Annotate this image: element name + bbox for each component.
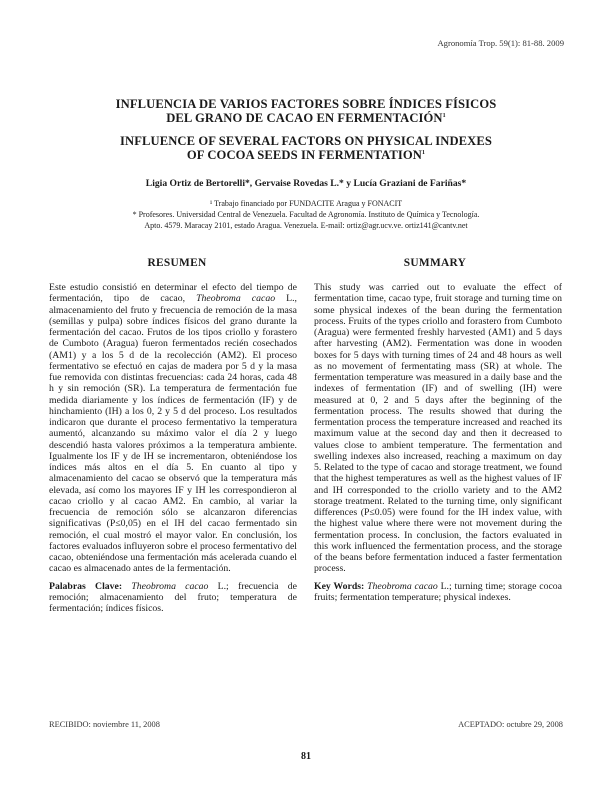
footnote-marker: 1: [421, 149, 426, 156]
author-notes: [80, 198, 532, 232]
author-list: Ligia Ortiz de Bertorelli*, Gervaise Rovedas L.* y Lucía Graziani de Fariñas*: [145, 178, 467, 189]
received-date: RECIBIDO: noviembre 11, 2008: [49, 720, 160, 729]
title-english: [0, 134, 612, 162]
journal-citation: Agronomía Trop. 59(1): 81-88. 2009: [437, 38, 564, 48]
page-number: 81: [301, 751, 311, 762]
summary-keywords: Key Words: Theobroma cacao L.; turning time; storage cocoa fruits; fermentation temperature; physical indexes.: [314, 580, 562, 603]
resumen-keywords: Palabras Clave: Theobroma cacao L.; frecuencia de remoción; almacenamiento del fruto; temperatura de fermentación; índices físicos.: [49, 580, 297, 614]
title-spanish-line2: DEL GRANO DE CACAO EN FERMENTACIÓN$^1$: [166, 111, 446, 125]
summary-heading: SUMMARY: [403, 257, 467, 269]
title-spanish: [0, 97, 612, 125]
resumen-abstract: Este estudio consistió en determinar el efecto del tiempo de fermentación, tipo de cacao, Theobroma cacao L., almacenamiento del fruto y frecuencia de remoción de la masa (semillas y pulpa) sobre índices físicos del grano durante la fermentación del cacao. Frutos de los tipos criollo y forastero de Cumboto (Aragua) fueron fermentados recién cosechados (AM1) y a los 5 d de la recolección (AM2). El proceso fermentativo se efectuó en cajas de madera por 5 d y la masa fue removida con distintas frecuencias: cada 24 horas, cada 48 h y sin remoción (SR). La temperatura de fermentación fue medida diariamente y los índices de fermentación (IF) y de hinchamiento (IH) a los 0, 2 y 5 d del proceso. Los resultados indicaron que durante el proceso fermentativo la temperatura aumentó, alcanzando su máximo valor el día 2 y luego descendió hasta valores próximos a la temperatura ambiente. Igualmente los IF y de IH se incrementaron, obteniéndose los índices más altos en el día 5. En cuanto al tipo y almacenamiento del cacao se observó que la temperatura más elevada, así como los mayores IF y IH les correspondieron al cacao criollo y al cacao AM2. En cambio, al variar la frecuencia de remoción sólo se alcanzaron diferencias significativas (P≤0,05) en el IH del cacao fermentado sin remoción, el cual mostró el mayor valor. En conclusión, los factores evaluados influyeron sobre el proceso fermentativo del cacao, obteniéndose una fermentación más acelerada cuando el cacao es almacenado antes de la fermentación.: [49, 282, 297, 575]
footnote-marker: 1: [442, 112, 446, 119]
funding-note: ¹ Trabajo financiado por FUNDACITE Aragua y FONACIT: [209, 199, 403, 208]
title-english-line1: INFLUENCE OF SEVERAL FACTORS ON PHYSICAL INDEXES: [120, 134, 492, 148]
address-note: Apto. 4579. Maracay 2101, estado Aragua. Venezuela. E-mail: ortiz@agr.ucv.ve. ortiz141@cantv.net: [144, 221, 468, 231]
title-english-line2: OF COCOA SEEDS IN FERMENTATION$^1$: [186, 148, 426, 162]
summary-column: [314, 282, 562, 603]
summary-abstract: This study was carried out to evaluate the effect of fermentation time, cacao type, fruit storage and turning time on some physical indexes of the bean during the fermentation process. Fruits of the types criollo and forastero from Cumboto (Aragua) were fermented freshly harvested (AM1) and 5 days after harvesting (AM2). Fermentation was done in wooden boxes for 5 days with turning times of 24 and 48 hours as well as no movement of fermentating mass (SR) at whole. The fermentation temperature was measured in a daily base and the indexes of fermentation (IF) and of swelling (IH) were measured at 0, 2 and 5 days after the beginning of the fermentation process. The results showed that during the fermentation process the temperature increased and reached its maximum value at the second day and then it decreased to values close to ambient temperature. The fermentation and swelling indexes also increased, reaching a maximum on day 5. Related to the type of cacao and storage treatment, we found that the highest temperatures as well as the highest values of IF and IH corresponded to the criollo variety and to the AM2 storage treatment. Related to the turning time, only significant differences (P≤0.05) were found for the IH index value, with the highest value where there were not movement during the fermentation process. In conclusion, the factors evaluated in this work influenced the fermentation process, and the storage of the beans before fermentation induced a faster fermentation process.: [314, 282, 562, 575]
resumen-column: [49, 282, 297, 614]
accepted-date: ACEPTADO: octubre 29, 2008: [458, 720, 563, 729]
affiliation-note: * Profesores. Universidad Central de Venezuela. Facultad de Agronomía. Instituto de Química y Tecnología.: [132, 210, 480, 220]
resumen-heading: RESUMEN: [147, 257, 207, 269]
title-spanish-line1: INFLUENCIA DE VARIOS FACTORES SOBRE ÍNDICES FÍSICOS: [115, 97, 497, 111]
